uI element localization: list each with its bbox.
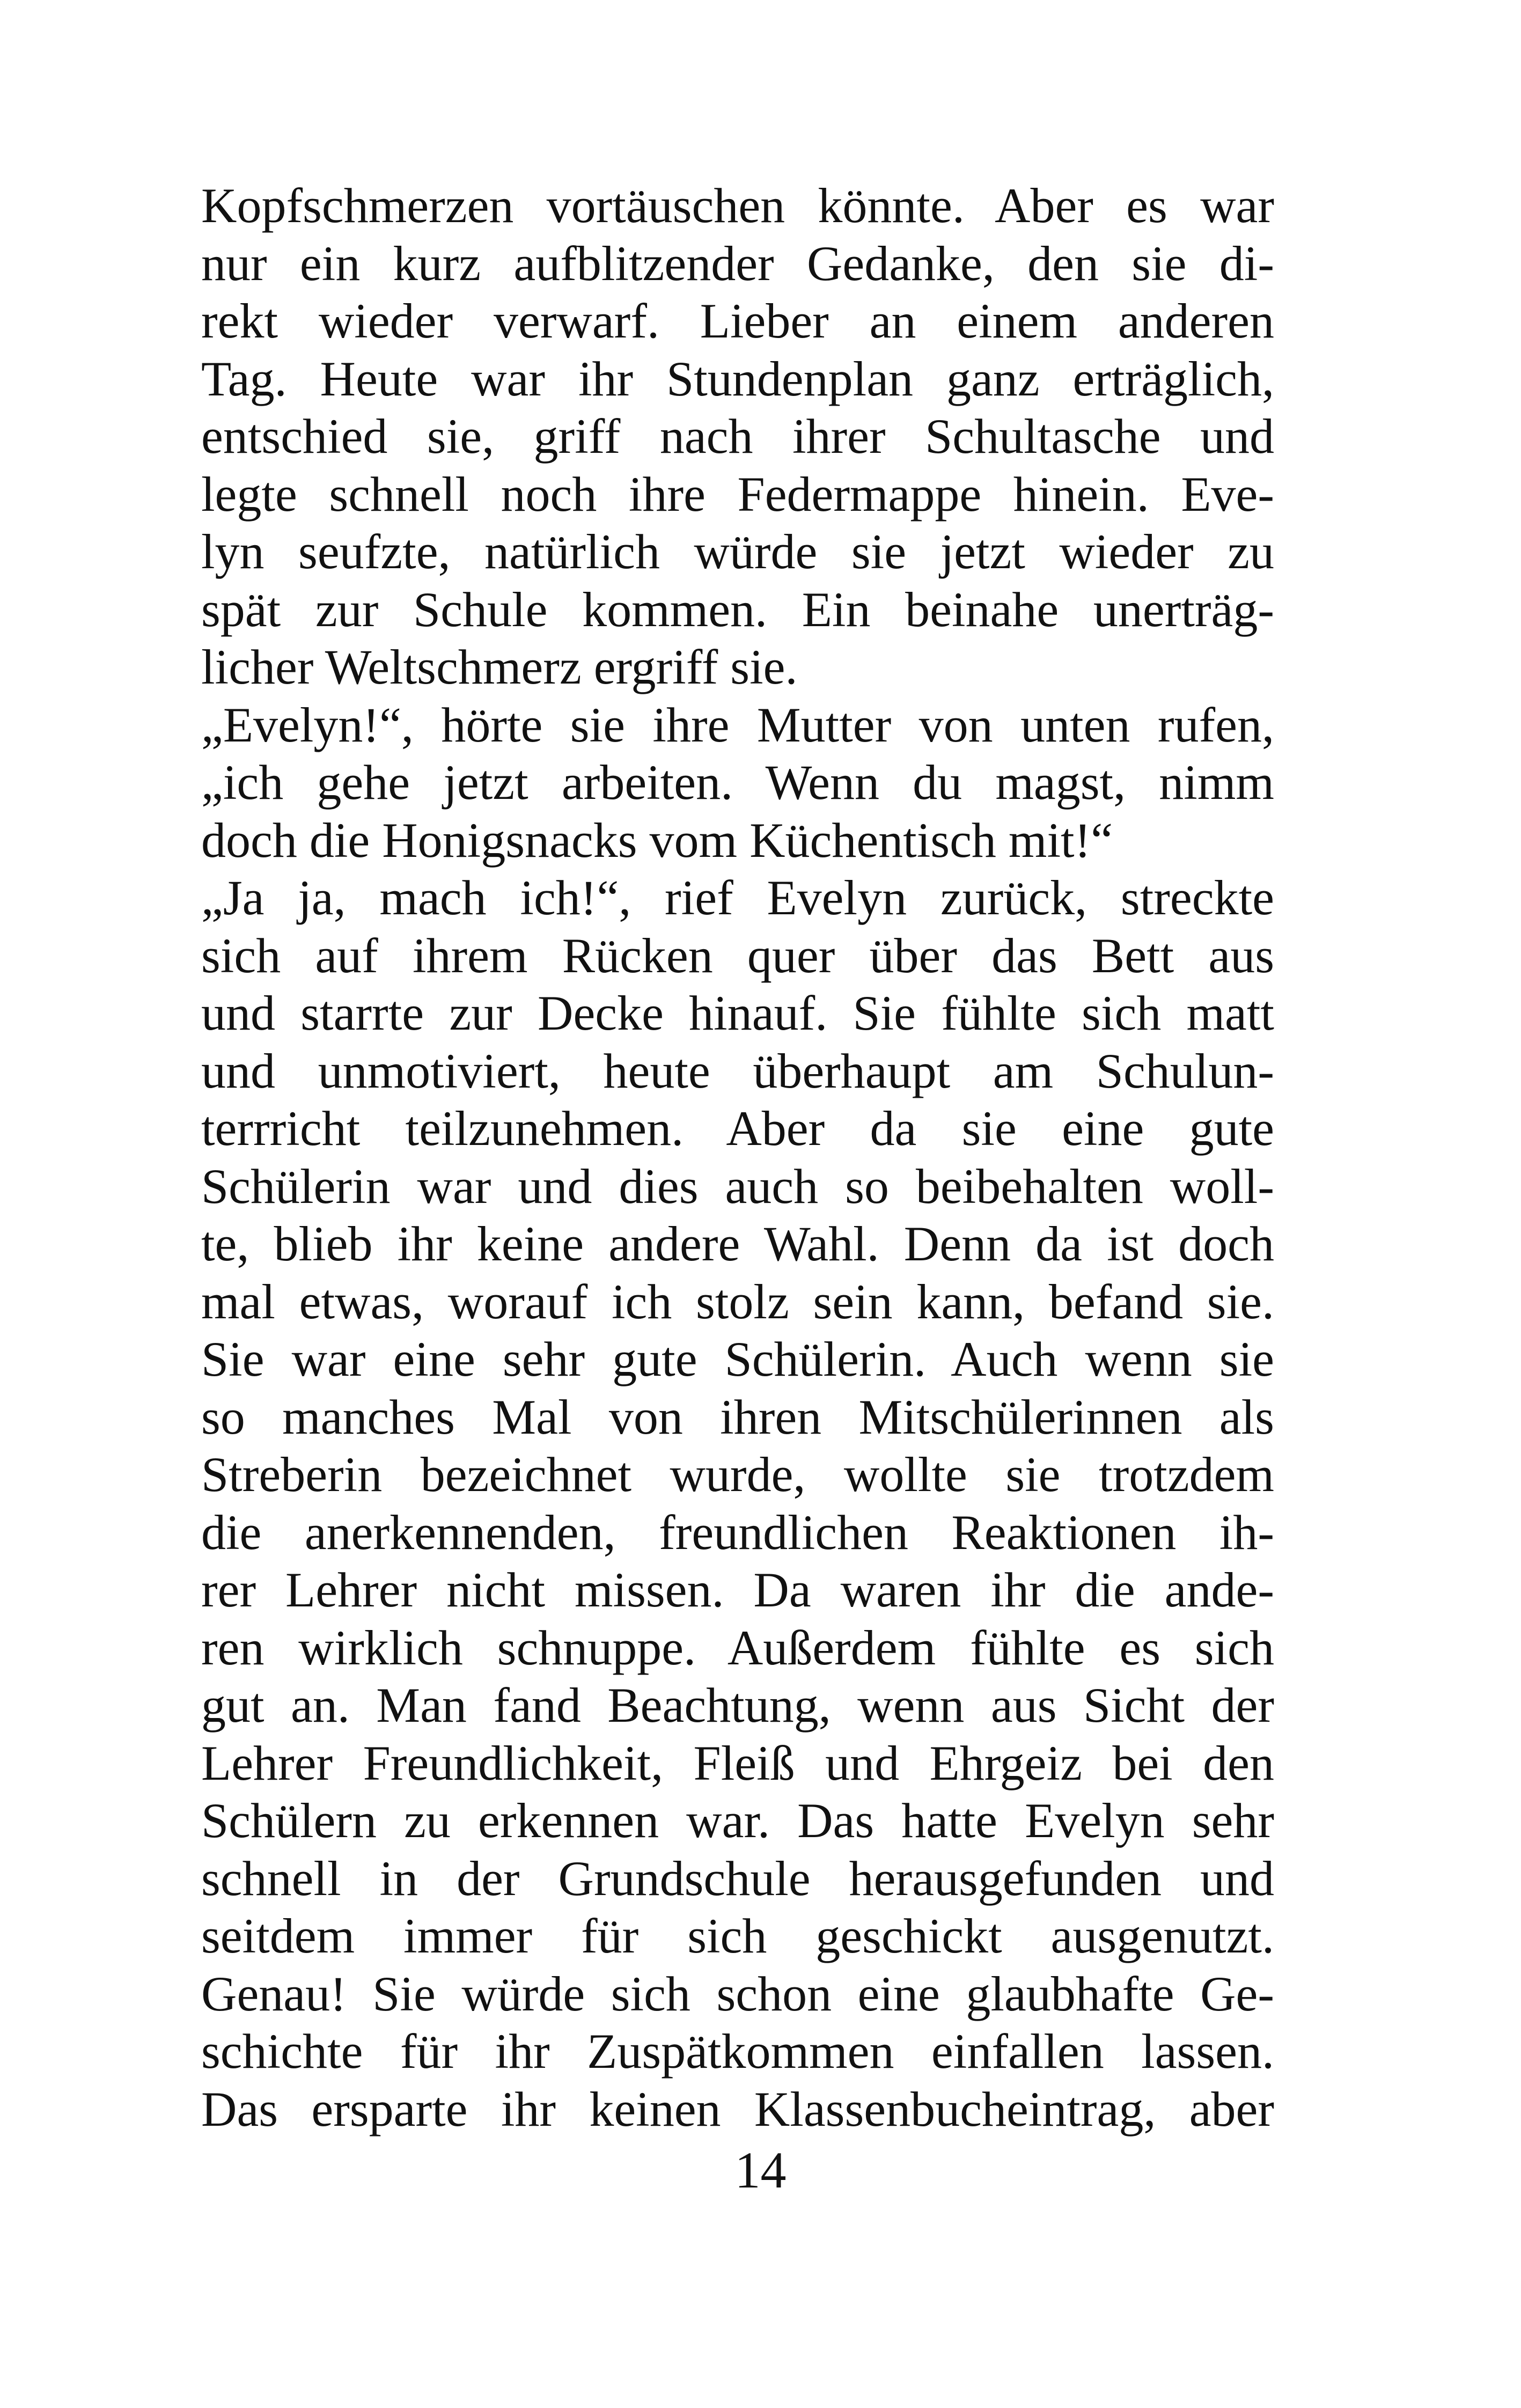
text-line: „Ja ja, mach ich!“, rief Evelyn zurück, streckte: [201, 870, 1274, 925]
text-line: licher Weltschmerz ergriff sie.: [201, 640, 798, 694]
text-line: gut an. Man fand Beachtung, wenn aus Sicht der: [201, 1678, 1274, 1732]
text-line: Schülerin war und dies auch so beibehalten woll-: [201, 1158, 1274, 1214]
text-line: und starrte zur Decke hinauf. Sie fühlte sich matt: [201, 986, 1274, 1040]
text-line: Genau! Sie würde sich schon eine glaubhafte Ge-: [201, 1966, 1274, 2021]
text-line: terrricht teilzunehmen. Aber da sie eine gute: [201, 1101, 1274, 1156]
text-line: lyn seufzte, natürlich würde sie jetzt wieder zu: [201, 524, 1274, 579]
text-line: „ich gehe jetzt arbeiten. Wenn du magst, nimm: [201, 755, 1274, 810]
text-line: schichte für ihr Zuspätkommen einfallen lassen.: [201, 2024, 1274, 2079]
text-line: spät zur Schule kommen. Ein beinahe unerträg-: [201, 582, 1274, 637]
text-line: so manches Mal von ihren Mitschülerinnen als: [201, 1389, 1274, 1444]
text-line: seitdem immer für sich geschickt ausgenutzt.: [201, 1908, 1274, 1963]
text-line: doch die Honigsnacks vom Küchentisch mit!“: [201, 812, 1113, 868]
text-line: und unmotiviert, heute überhaupt am Schulun-: [201, 1043, 1274, 1098]
text-line: ren wirklich schnuppe. Außerdem fühlte es sich: [201, 1620, 1274, 1675]
text-line: Lehrer Freundlichkeit, Fleiß und Ehrgeiz bei den: [201, 1735, 1274, 1790]
text-line: nur ein kurz aufblitzender Gedanke, den sie di-: [201, 236, 1274, 291]
text-line: Sie war eine sehr gute Schülerin. Auch wenn sie: [201, 1332, 1274, 1386]
text-line: te, blieb ihr keine andere Wahl. Denn da ist doch: [201, 1216, 1274, 1271]
text-line: „Evelyn!“, hörte sie ihre Mutter von unten rufen,: [201, 697, 1274, 752]
text-line: Schülern zu erkennen war. Das hatte Evelyn sehr: [201, 1793, 1274, 1848]
text-line: sich auf ihrem Rücken quer über das Bett aus: [201, 928, 1274, 983]
text-line: entschied sie, griff nach ihrer Schultasche und: [201, 409, 1274, 464]
text-line: Streberin bezeichnet wurde, wollte sie trotzdem: [201, 1447, 1274, 1502]
text-line: legte schnell noch ihre Federmappe hinein. Eve-: [201, 466, 1274, 522]
page-number: 14: [734, 2141, 787, 2199]
text-line: rer Lehrer nicht missen. Da waren ihr die ande-: [201, 1562, 1274, 1617]
body-text: [201, 177, 1274, 2138]
text-line: schnell in der Grundschule herausgefunden und: [201, 1851, 1274, 1906]
text-line: rekt wieder verwarf. Lieber an einem anderen: [201, 293, 1274, 348]
text-line: die anerkennenden, freundlichen Reaktionen ih-: [201, 1504, 1274, 1560]
text-line: Das ersparte ihr keinen Klassenbucheintrag, aber: [201, 2081, 1274, 2137]
text-line: Tag. Heute war ihr Stundenplan ganz erträglich,: [201, 351, 1274, 406]
text-line: mal etwas, worauf ich stolz sein kann, befand sie.: [201, 1274, 1274, 1329]
text-line: Kopfschmerzen vortäuschen könnte. Aber es war: [201, 178, 1274, 233]
